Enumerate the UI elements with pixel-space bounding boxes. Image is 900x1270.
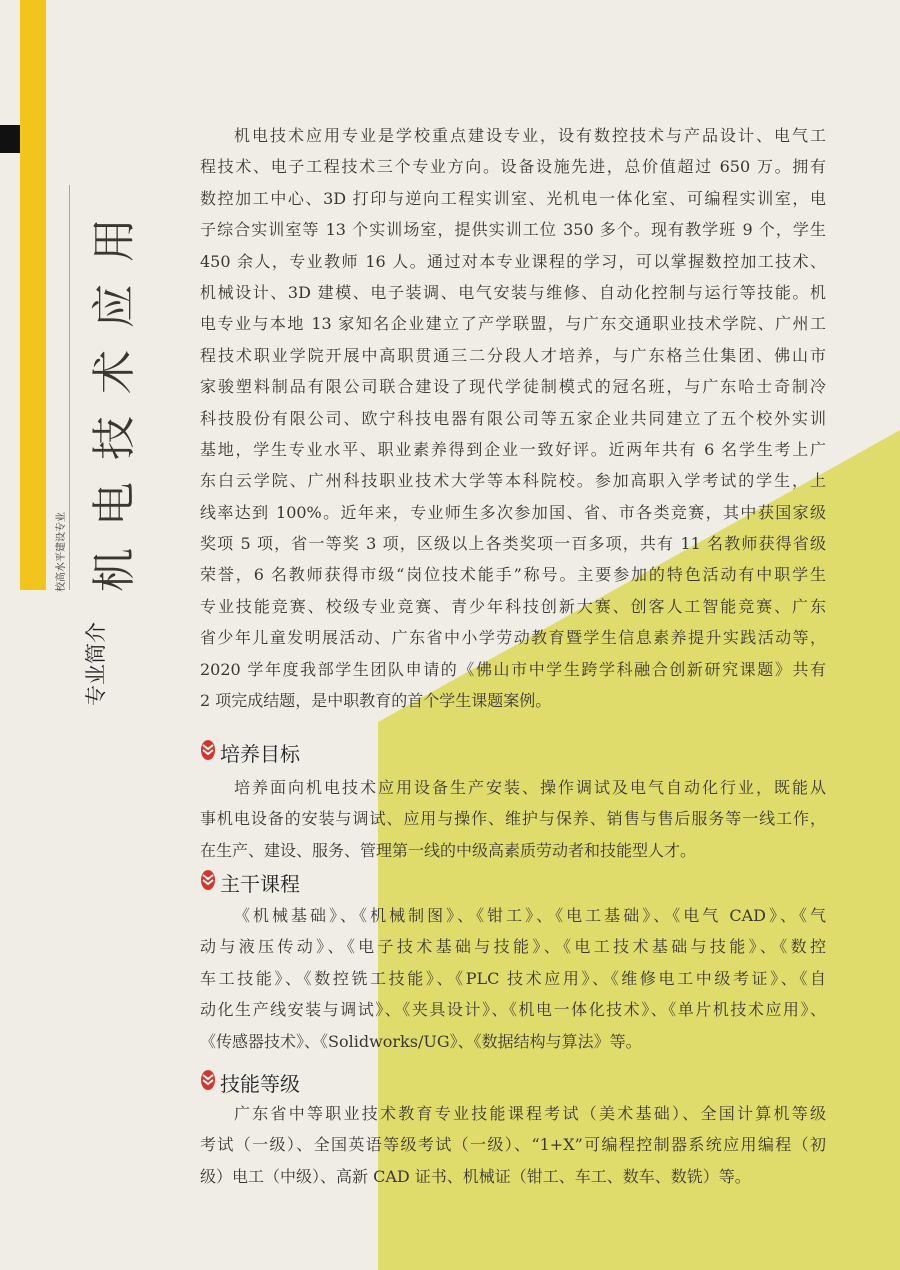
black-tab-marker: [0, 125, 20, 153]
text-line: 科技股份有限公司、欧宁科技电器有限公司等五家企业共同建立了五个校外实训: [200, 408, 826, 428]
chevron-badge-icon: [200, 869, 216, 896]
text-line: 数控加工中心、3D 打印与逆向工程实训室、光机电一体化室、可编程实训室，电: [200, 188, 826, 208]
text-line: 2 项完成结题，是中职教育的首个学生课题案例。: [200, 691, 552, 711]
goals-paragraph: [200, 772, 826, 866]
text-line: 车工技能》、《数控铣工技能》、《PLC 技术应用》、《维修电工中级考证》、《自: [200, 968, 826, 988]
text-line: 子综合实训室等 13 个实训场室，提供实训工位 350 多个。现有教学班 9 个，学生: [200, 220, 826, 240]
text-line: 《机械基础》、《机械制图》、《钳工》、《电工基础》、《电气 CAD》、《气: [234, 906, 826, 925]
text-line: 机电技术应用专业是学校重点建设专业，设有数控技术与产品设计、电气工: [234, 126, 826, 145]
section-heading-text: 培养目标: [220, 742, 300, 766]
text-line: 省少年儿童发明展活动、广东省中小学劳动教育暨学生信息素养提升实践活动等，: [200, 628, 826, 648]
text-line: 荣誉，6 名教师获得市级“岗位技术能手”称号。主要参加的特色活动有中职学生: [200, 565, 826, 585]
text-line: 基地，学生专业水平、职业素养得到企业一致好评。近两年共有 6 名学生考上广: [200, 439, 826, 459]
text-line: 450 余人，专业教师 16 人。通过对本专业课程的学习，可以掌握数控加工技术、: [200, 251, 826, 271]
text-line: 电专业与本地 13 家知名企业建立了产学联盟，与广东交通职业技术学院、广州工: [200, 314, 826, 334]
text-line: 机械设计、3D 建模、电子装调、电气安装与维修、自动化控制与运行等技能。机: [200, 282, 826, 302]
section-heading-skills: [200, 1068, 300, 1097]
text-line: 培养面向机电技术应用设备生产安装、操作调试及电气自动化行业，既能从: [234, 778, 826, 797]
section-heading-courses: [200, 868, 300, 897]
intro-paragraph: [200, 120, 826, 716]
text-line: 考试（一级）、全国英语等级考试（一级）、“1+X”可编程控制器系统应用编程（初: [200, 1135, 826, 1155]
text-line: 事机电设备的安装与调试、应用与操作、维护与保养、销售与售后服务等一线工作，: [200, 809, 826, 829]
title-divider-line: [69, 185, 70, 590]
section-heading-text: 技能等级: [220, 1072, 300, 1096]
text-line: 广东省中等职业技术教育专业技能课程考试（美术基础）、全国计算机等级: [234, 1104, 826, 1123]
section-heading-goals: [200, 738, 300, 767]
text-line: 程技术、电子工程技术三个专业方向。设备设施先进，总价值超过 650 万。拥有: [200, 157, 826, 177]
text-line: 奖项 5 项，省一等奖 3 项，区级以上各类奖项一百多项，共有 11 名教师获得省级: [200, 534, 826, 554]
skills-paragraph: [200, 1098, 826, 1192]
text-line: 在生产、建设、服务、管理第一线的中级高素质劳动者和技能型人才。: [200, 840, 697, 860]
text-line: 2020 学年度我部学生团队申请的《佛山市中学生跨学科融合创新研究课题》共有: [200, 659, 826, 679]
yellow-accent-bar: [20, 0, 46, 590]
text-line: 东白云学院、广州科技职业技术大学等本科院校。参加高职入学考试的学生，上: [200, 471, 826, 491]
text-line: 专业技能竞赛、校级专业竞赛、青少年科技创新大赛、创客人工智能竞赛、广东: [200, 596, 826, 616]
text-line: 程技术职业学院开展中高职贯通三二分段人才培养，与广东格兰仕集团、佛山市: [200, 345, 826, 365]
major-subtitle: 校高水平建设专业: [56, 512, 67, 592]
chevron-badge-icon: [200, 1069, 216, 1096]
courses-paragraph: [200, 900, 826, 1057]
section-label: 专业简介: [84, 622, 108, 706]
text-line: 动与液压传动》、《电子技术基础与技能》、《电工技术基础与技能》、《数控: [200, 937, 826, 957]
major-title: 机电技术应用: [89, 196, 140, 592]
text-line: 级）电工（中级）、高新 CAD 证书、机械证（钳工、车工、数车、数铣）等。: [200, 1166, 751, 1186]
section-heading-text: 主干课程: [220, 872, 300, 896]
text-line: 家骏塑料制品有限公司联合建设了现代学徒制模式的冠名班，与广东哈士奇制冷: [200, 377, 826, 397]
chevron-badge-icon: [200, 739, 216, 766]
text-line: 《传感器技术》、《Solidworks/UG》、《数据结构与算法》等。: [200, 1031, 642, 1051]
text-line: 线率达到 100%。近年来，专业师生多次参加国、省、市各类竞赛，其中获国家级: [200, 502, 826, 522]
text-line: 动化生产线安装与调试》、《夹具设计》、《机电一体化技术》、《单片机技术应用》、: [200, 1000, 826, 1020]
